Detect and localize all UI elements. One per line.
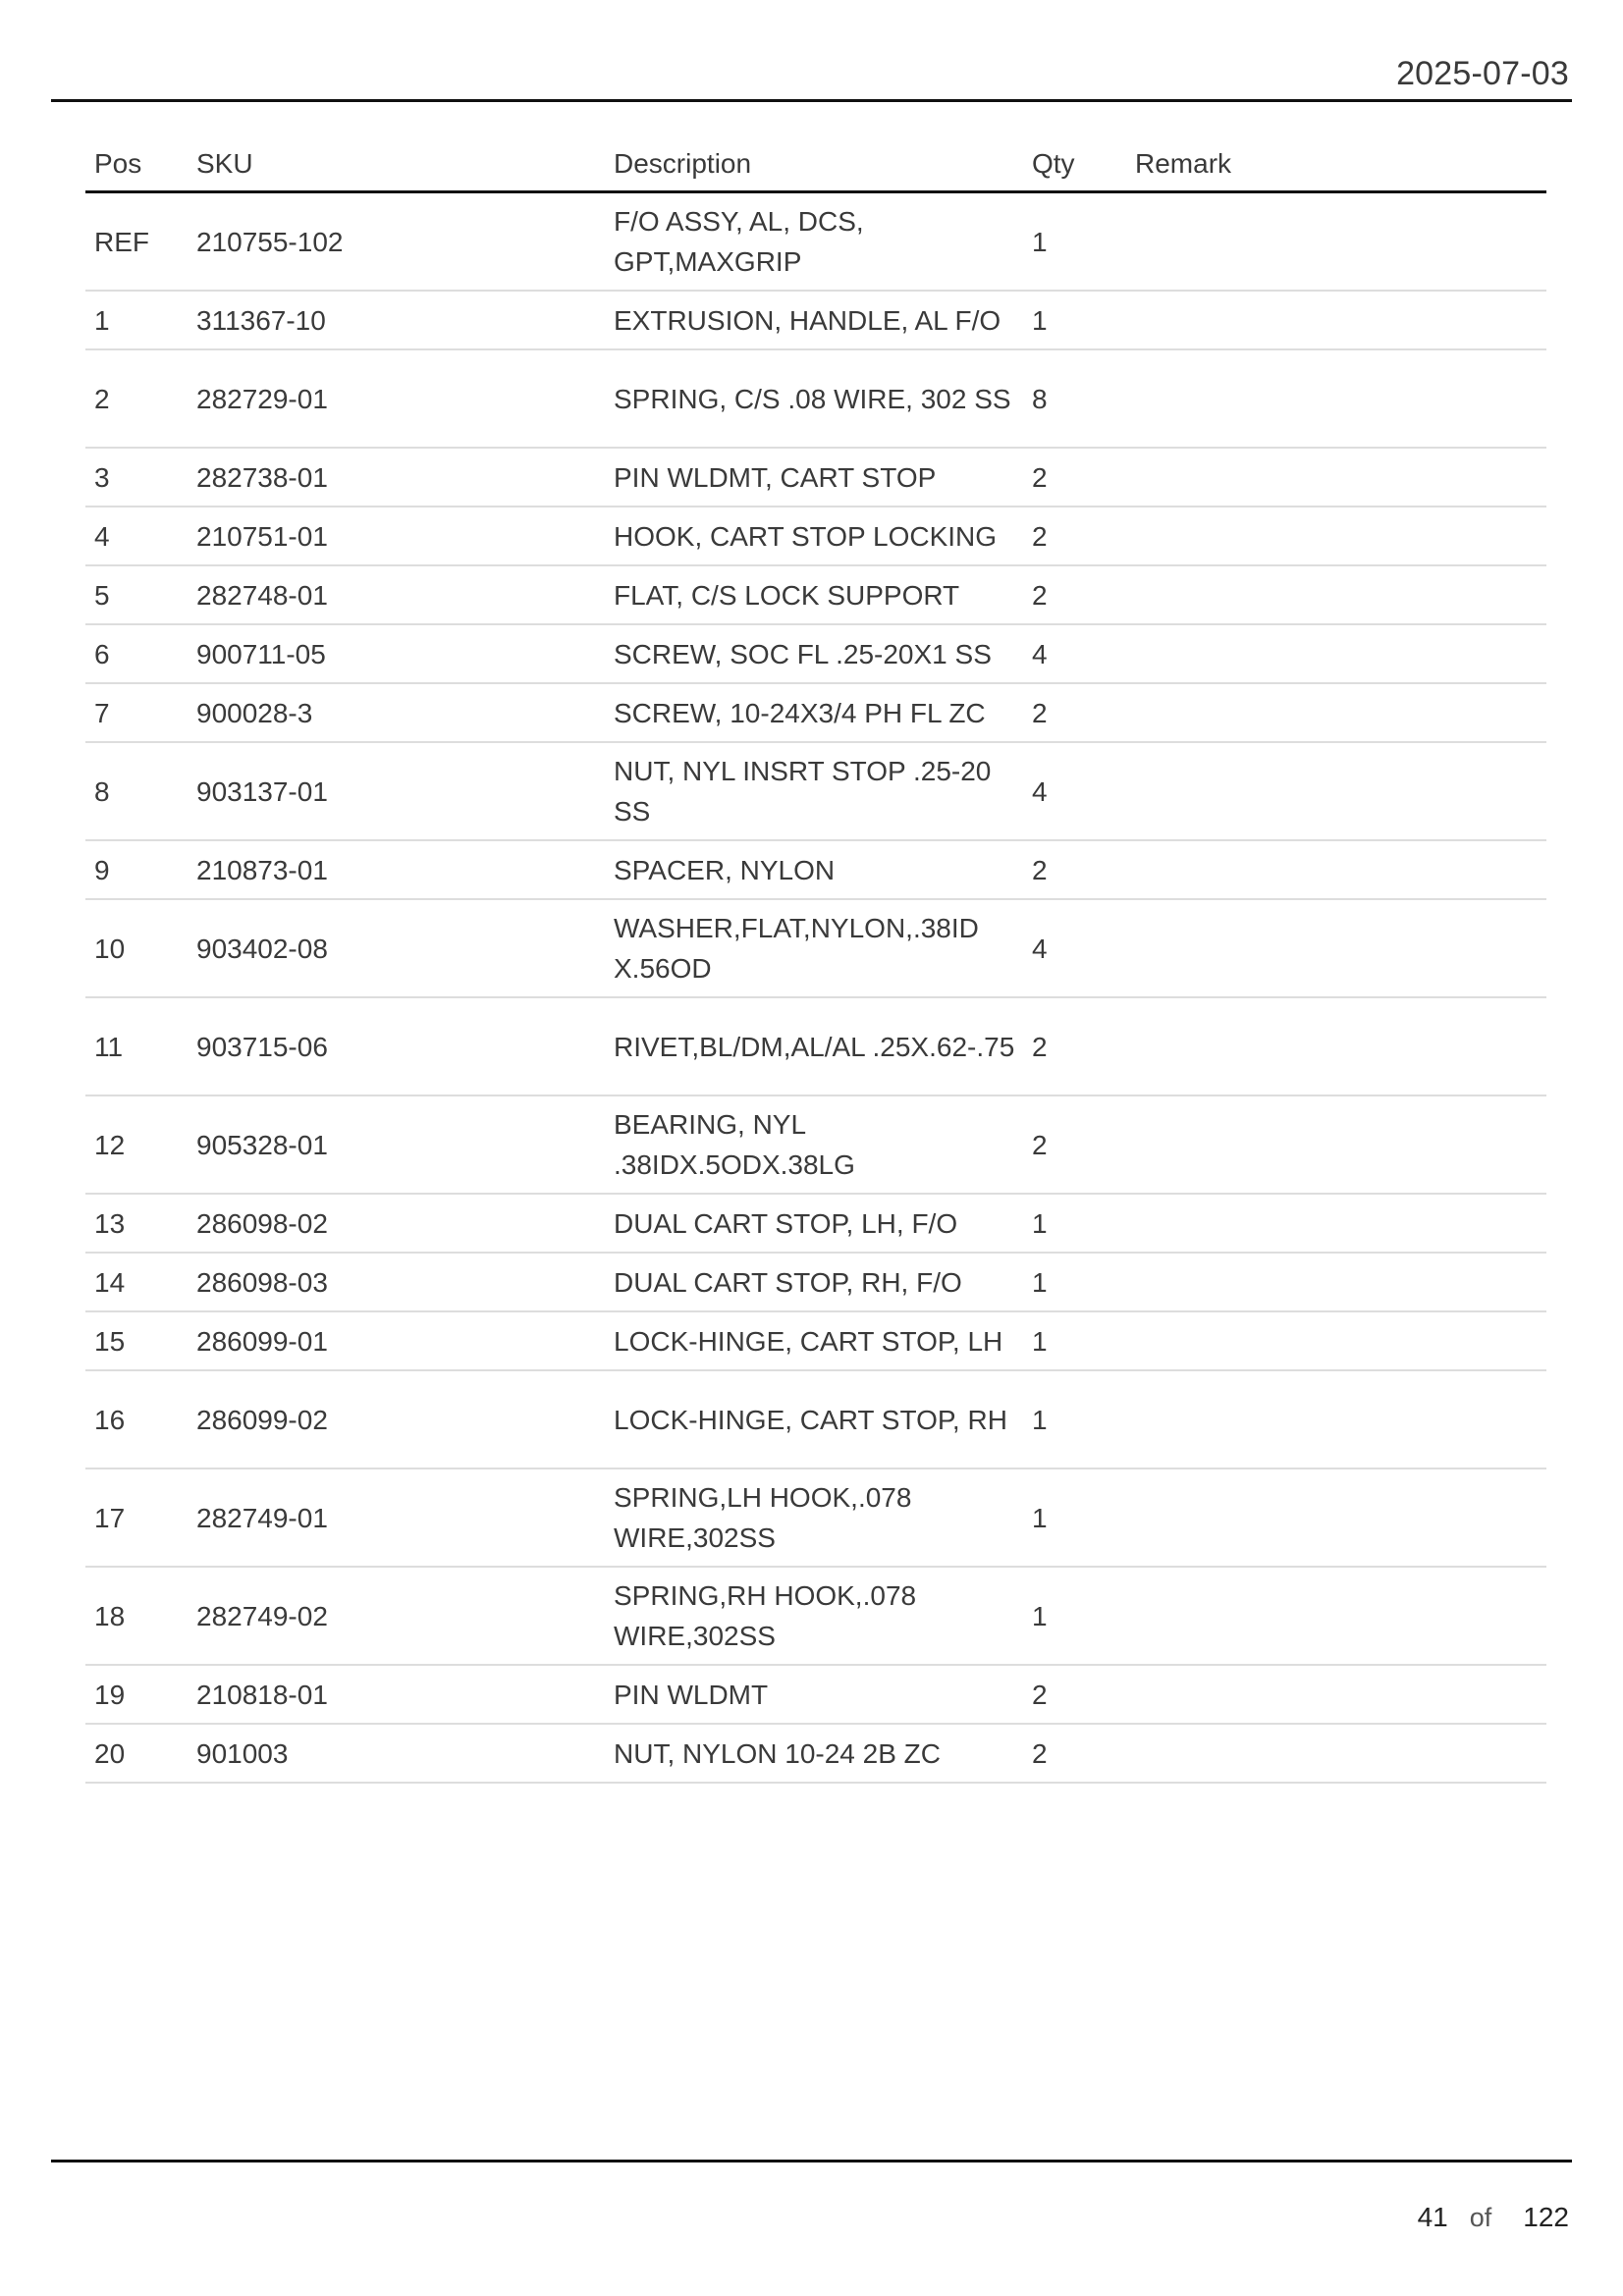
column-header-pos: Pos: [85, 137, 188, 192]
cell-remark: [1126, 1311, 1546, 1370]
cell-qty: 2: [1023, 1665, 1126, 1724]
cell-description: EXTRUSION, HANDLE, AL F/O: [605, 291, 1023, 349]
cell-description: PIN WLDMT: [605, 1665, 1023, 1724]
cell-sku: 903402-08: [188, 899, 605, 997]
cell-remark: [1126, 1253, 1546, 1311]
cell-qty: 4: [1023, 742, 1126, 840]
cell-remark: [1126, 624, 1546, 683]
cell-sku: 311367-10: [188, 291, 605, 349]
cell-qty: 2: [1023, 997, 1126, 1095]
cell-remark: [1126, 448, 1546, 507]
cell-description: F/O ASSY, AL, DCS, GPT,MAXGRIP: [605, 192, 1023, 292]
cell-qty: 4: [1023, 899, 1126, 997]
table-body: [85, 192, 1546, 1784]
table-row: [85, 507, 1546, 565]
cell-description: SPRING, C/S .08 WIRE, 302 SS: [605, 349, 1023, 448]
cell-sku: 286098-03: [188, 1253, 605, 1311]
cell-sku: 900711-05: [188, 624, 605, 683]
cell-pos: 6: [85, 624, 188, 683]
column-header-remark: Remark: [1126, 137, 1546, 192]
cell-pos: REF: [85, 192, 188, 292]
cell-remark: [1126, 291, 1546, 349]
cell-qty: 2: [1023, 840, 1126, 899]
cell-sku: 210873-01: [188, 840, 605, 899]
cell-pos: 16: [85, 1370, 188, 1468]
cell-pos: 2: [85, 349, 188, 448]
table-row: [85, 1370, 1546, 1468]
cell-pos: 5: [85, 565, 188, 624]
cell-description: HOOK, CART STOP LOCKING: [605, 507, 1023, 565]
cell-sku: 210751-01: [188, 507, 605, 565]
cell-pos: 15: [85, 1311, 188, 1370]
cell-pos: 11: [85, 997, 188, 1095]
cell-sku: 286099-02: [188, 1370, 605, 1468]
cell-qty: 2: [1023, 683, 1126, 742]
table-row: [85, 1567, 1546, 1665]
cell-qty: 1: [1023, 1253, 1126, 1311]
cell-remark: [1126, 1468, 1546, 1567]
table-row: [85, 1194, 1546, 1253]
cell-sku: 900028-3: [188, 683, 605, 742]
cell-qty: 1: [1023, 1194, 1126, 1253]
cell-sku: 210818-01: [188, 1665, 605, 1724]
cell-qty: 2: [1023, 507, 1126, 565]
cell-sku: 282729-01: [188, 349, 605, 448]
table-row: [85, 1665, 1546, 1724]
cell-pos: 13: [85, 1194, 188, 1253]
table-row: [85, 349, 1546, 448]
cell-sku: 903715-06: [188, 997, 605, 1095]
cell-pos: 9: [85, 840, 188, 899]
cell-description: FLAT, C/S LOCK SUPPORT: [605, 565, 1023, 624]
cell-sku: 286098-02: [188, 1194, 605, 1253]
cell-remark: [1126, 899, 1546, 997]
cell-qty: 8: [1023, 349, 1126, 448]
cell-sku: 282738-01: [188, 448, 605, 507]
cell-description: SPACER, NYLON: [605, 840, 1023, 899]
cell-qty: 2: [1023, 448, 1126, 507]
cell-remark: [1126, 192, 1546, 292]
table-row: [85, 448, 1546, 507]
cell-pos: 14: [85, 1253, 188, 1311]
cell-remark: [1126, 1194, 1546, 1253]
cell-remark: [1126, 565, 1546, 624]
table-row: [85, 1095, 1546, 1194]
cell-qty: 2: [1023, 1724, 1126, 1783]
cell-remark: [1126, 683, 1546, 742]
footer-divider: [51, 2160, 1572, 2163]
cell-pos: 19: [85, 1665, 188, 1724]
cell-description: BEARING, NYL .38IDX.5ODX.38LG: [605, 1095, 1023, 1194]
page-current: 41: [1417, 2202, 1448, 2232]
cell-pos: 4: [85, 507, 188, 565]
cell-description: DUAL CART STOP, LH, F/O: [605, 1194, 1023, 1253]
page-date: 2025-07-03: [1396, 55, 1569, 92]
page-of-label: of: [1469, 2203, 1492, 2232]
cell-description: SCREW, 10-24X3/4 PH FL ZC: [605, 683, 1023, 742]
cell-remark: [1126, 349, 1546, 448]
table-row: [85, 683, 1546, 742]
header-divider: [51, 99, 1572, 102]
column-header-sku: SKU: [188, 137, 605, 192]
cell-remark: [1126, 507, 1546, 565]
cell-description: NUT, NYL INSRT STOP .25-20 SS: [605, 742, 1023, 840]
column-header-description: Description: [605, 137, 1023, 192]
cell-sku: 903137-01: [188, 742, 605, 840]
cell-remark: [1126, 1567, 1546, 1665]
cell-pos: 17: [85, 1468, 188, 1567]
pagination: [1418, 2202, 1569, 2233]
cell-qty: 1: [1023, 192, 1126, 292]
cell-qty: 1: [1023, 291, 1126, 349]
table-row: [85, 742, 1546, 840]
cell-remark: [1126, 1095, 1546, 1194]
cell-sku: 905328-01: [188, 1095, 605, 1194]
cell-remark: [1126, 1370, 1546, 1468]
cell-pos: 10: [85, 899, 188, 997]
cell-description: RIVET,BL/DM,AL/AL .25X.62-.75: [605, 997, 1023, 1095]
cell-remark: [1126, 742, 1546, 840]
table-row: [85, 624, 1546, 683]
cell-sku: 282748-01: [188, 565, 605, 624]
table-row: [85, 899, 1546, 997]
cell-description: DUAL CART STOP, RH, F/O: [605, 1253, 1023, 1311]
cell-description: SPRING,LH HOOK,.078 WIRE,302SS: [605, 1468, 1023, 1567]
parts-list-table: [85, 137, 1546, 1784]
cell-description: LOCK-HINGE, CART STOP, RH: [605, 1370, 1023, 1468]
table-row: [85, 291, 1546, 349]
cell-pos: 18: [85, 1567, 188, 1665]
cell-pos: 7: [85, 683, 188, 742]
table-header-row: [85, 137, 1546, 192]
cell-qty: 1: [1023, 1468, 1126, 1567]
table-row: [85, 1724, 1546, 1783]
cell-pos: 1: [85, 291, 188, 349]
cell-remark: [1126, 1665, 1546, 1724]
table-row: [85, 1253, 1546, 1311]
page-total: 122: [1523, 2202, 1569, 2232]
cell-qty: 2: [1023, 565, 1126, 624]
cell-sku: 210755-102: [188, 192, 605, 292]
cell-qty: 4: [1023, 624, 1126, 683]
cell-qty: 1: [1023, 1567, 1126, 1665]
table-row: [85, 997, 1546, 1095]
column-header-qty: Qty: [1023, 137, 1126, 192]
table-row: [85, 1311, 1546, 1370]
cell-description: NUT, NYLON 10-24 2B ZC: [605, 1724, 1023, 1783]
cell-sku: 282749-01: [188, 1468, 605, 1567]
table-row: [85, 192, 1546, 292]
cell-remark: [1126, 840, 1546, 899]
cell-qty: 1: [1023, 1370, 1126, 1468]
table-row: [85, 565, 1546, 624]
cell-sku: 901003: [188, 1724, 605, 1783]
cell-description: LOCK-HINGE, CART STOP, LH: [605, 1311, 1023, 1370]
cell-description: SCREW, SOC FL .25-20X1 SS: [605, 624, 1023, 683]
cell-qty: 2: [1023, 1095, 1126, 1194]
cell-description: PIN WLDMT, CART STOP: [605, 448, 1023, 507]
cell-pos: 3: [85, 448, 188, 507]
cell-remark: [1126, 1724, 1546, 1783]
cell-remark: [1126, 997, 1546, 1095]
table-row: [85, 1468, 1546, 1567]
cell-sku: 286099-01: [188, 1311, 605, 1370]
cell-qty: 1: [1023, 1311, 1126, 1370]
cell-description: SPRING,RH HOOK,.078 WIRE,302SS: [605, 1567, 1023, 1665]
cell-sku: 282749-02: [188, 1567, 605, 1665]
table-row: [85, 840, 1546, 899]
cell-description: WASHER,FLAT,NYLON,.38ID X.56OD: [605, 899, 1023, 997]
cell-pos: 8: [85, 742, 188, 840]
cell-pos: 12: [85, 1095, 188, 1194]
cell-pos: 20: [85, 1724, 188, 1783]
